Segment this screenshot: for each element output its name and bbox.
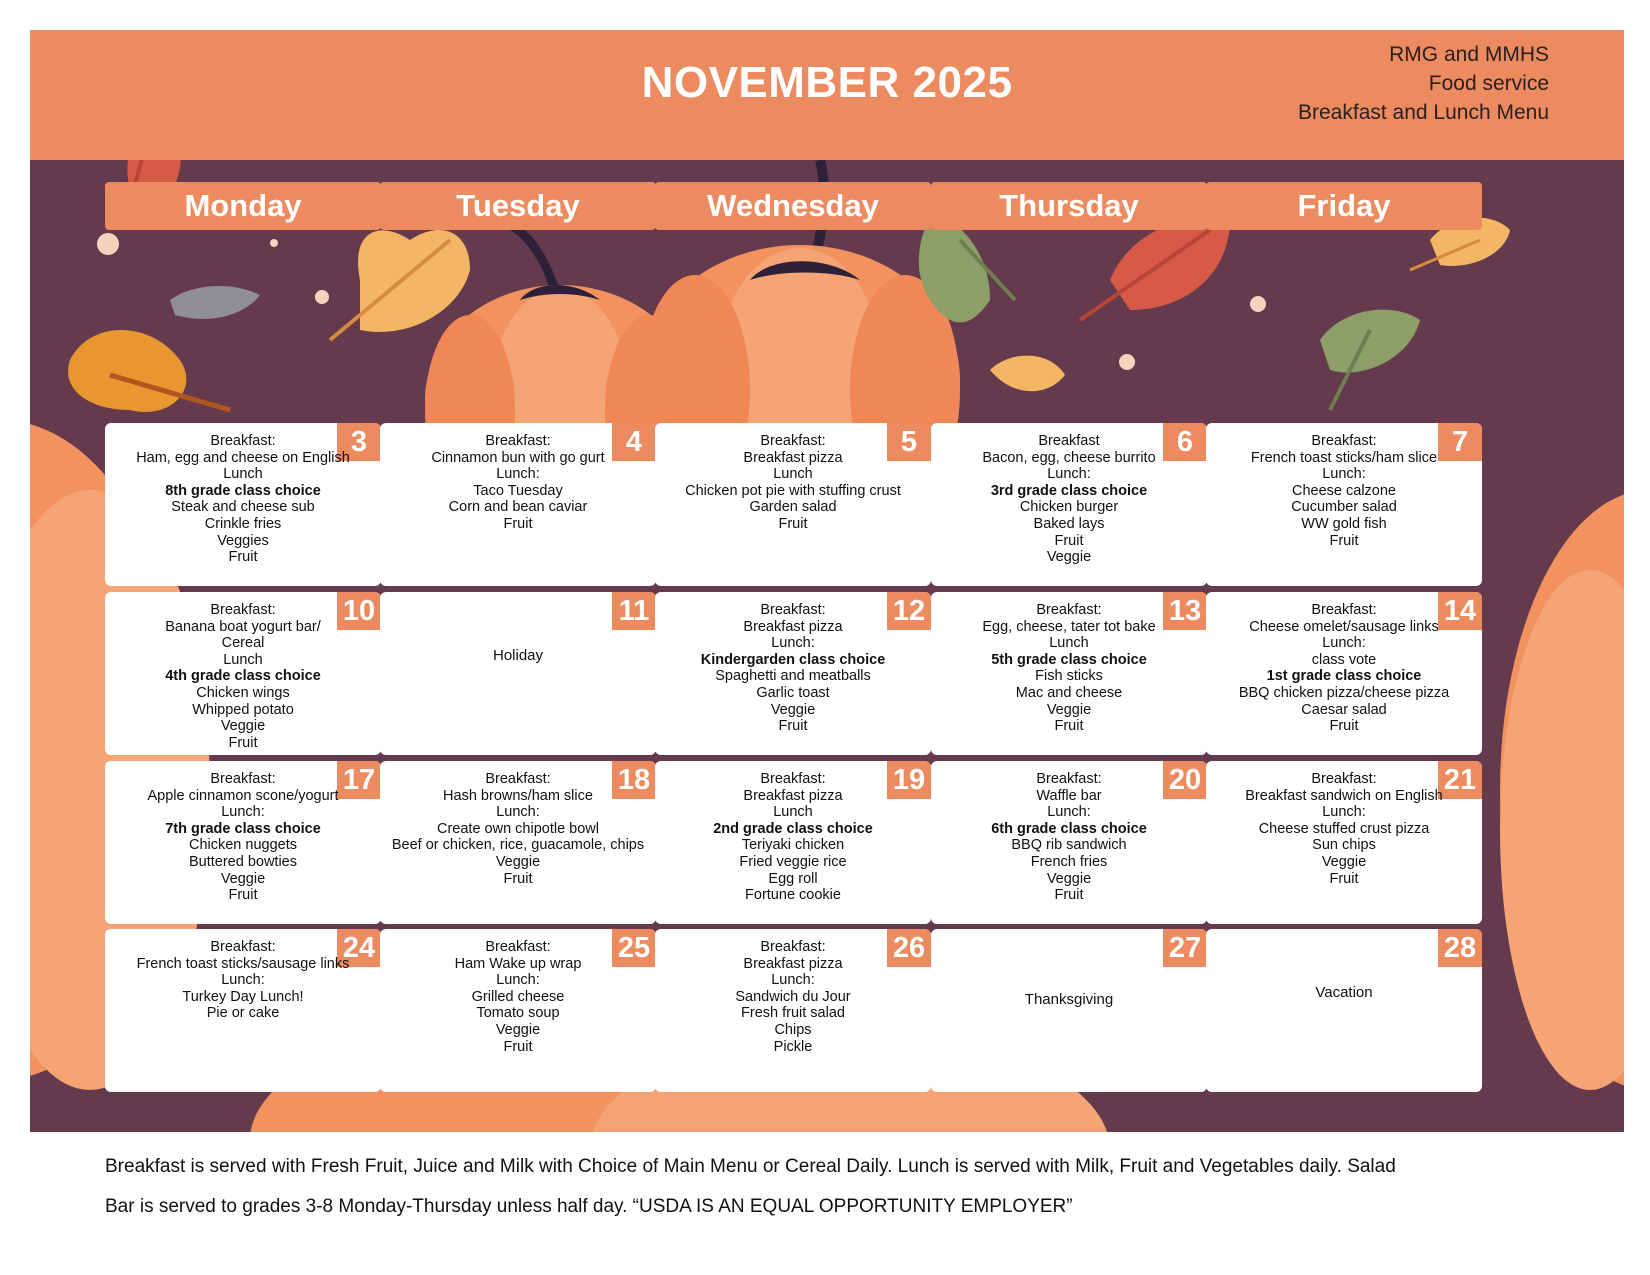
- menu-line: Breakfast pizza: [743, 449, 843, 466]
- day-cell: [380, 761, 656, 924]
- menu-line: Cheese omelet/sausage links: [1249, 618, 1439, 635]
- class-choice-label: 1st grade class choice: [1266, 668, 1422, 685]
- class-choice-label: 2nd grade class choice: [713, 820, 873, 837]
- menu-line: Breakfast:: [1311, 433, 1377, 449]
- org-line: Breakfast and Lunch Menu: [1298, 101, 1549, 124]
- side-pumpkin-right-icon: [1500, 490, 1624, 1090]
- menu-line: Fried veggie rice: [739, 853, 847, 870]
- menu-line: Fruit: [1329, 718, 1359, 735]
- menu-line: Buttered bowties: [188, 853, 297, 870]
- class-choice-label: 3rd grade class choice: [990, 482, 1148, 499]
- menu-line: Cereal: [221, 635, 265, 652]
- menu-poster: [30, 30, 1624, 1132]
- class-choice-label: 5th grade class choice: [991, 651, 1147, 668]
- menu-line: Breakfast pizza: [743, 787, 843, 804]
- menu-line: Lunch:: [496, 466, 540, 483]
- day-cell: [1206, 761, 1482, 924]
- menu-line: Fruit: [1054, 887, 1084, 904]
- menu-line: Breakfast:: [760, 433, 826, 449]
- menu-line: Veggies: [217, 532, 269, 549]
- weekday-header-wednesday: Wednesday: [655, 182, 931, 230]
- menu-line: Corn and bean caviar: [448, 499, 588, 516]
- menu-line: Sun chips: [1312, 837, 1376, 854]
- menu-line: Ham Wake up wrap: [454, 955, 582, 972]
- menu-line: Egg, cheese, tater tot bake: [982, 618, 1156, 635]
- menu-line: Hash browns/ham slice: [443, 787, 593, 804]
- menu-line: Spaghetti and meatballs: [715, 668, 871, 685]
- day-cell: [655, 929, 931, 1092]
- footer-line: Breakfast is served with Fresh Fruit, Juice and Milk with Choice of Main Menu or Cereal Daily. Lunch is served with Milk, Fruit and Vegetables daily. Salad: [105, 1156, 1396, 1177]
- day-cell: [931, 761, 1207, 924]
- day-number: 20: [1163, 761, 1207, 799]
- menu-line: Turkey Day Lunch!: [182, 988, 304, 1005]
- day-number: 26: [887, 929, 931, 967]
- menu-line: Garden salad: [749, 499, 837, 516]
- class-choice-label: 7th grade class choice: [165, 820, 321, 837]
- day-number: 18: [612, 761, 656, 799]
- menu-line: Fruit: [1329, 870, 1359, 887]
- menu-line: Fruit: [503, 870, 533, 887]
- day-cell: [655, 761, 931, 924]
- day-cell: [380, 929, 656, 1092]
- leaf-green-right-icon: [1320, 310, 1420, 410]
- day-number: 28: [1438, 929, 1482, 967]
- menu-line: Veggie: [495, 1021, 541, 1038]
- menu-line: Veggie: [770, 701, 816, 718]
- leaf-orange-icon: [68, 330, 230, 412]
- weekday-header-friday: Friday: [1206, 182, 1482, 230]
- menu-line: Lunch:: [1322, 635, 1366, 652]
- menu-line: Lunch:: [496, 972, 540, 989]
- menu-line: Fruit: [1054, 532, 1084, 549]
- menu-line: Chicken burger: [1019, 499, 1119, 516]
- class-choice-label: 6th grade class choice: [991, 820, 1147, 837]
- menu-line: Tomato soup: [476, 1005, 560, 1022]
- menu-line: Fresh fruit salad: [741, 1005, 845, 1022]
- menu-line: Bacon, egg, cheese burrito: [982, 449, 1156, 466]
- menu-line: Lunch:: [1047, 466, 1091, 483]
- menu-line: Veggie: [220, 870, 266, 887]
- menu-line: Breakfast:: [1311, 602, 1377, 618]
- menu-line: Cinnamon bun with go gurt: [431, 449, 605, 466]
- menu-items: [1208, 602, 1480, 735]
- org-line: RMG and MMHS: [1389, 43, 1549, 66]
- menu-line: French toast sticks/ham slice: [1250, 449, 1438, 466]
- menu-items: [1208, 433, 1480, 549]
- day-number: 3: [337, 423, 381, 461]
- day-cell: [105, 592, 381, 755]
- menu-line: Chicken wings: [196, 684, 290, 701]
- menu-line: Breakfast pizza: [743, 618, 843, 635]
- page-title: NOVEMBER 2025: [641, 58, 1013, 107]
- menu-line: Fruit: [503, 515, 533, 532]
- menu-line: Lunch: [223, 651, 263, 668]
- menu-items: [657, 602, 929, 735]
- menu-line: Crinkle fries: [204, 515, 282, 532]
- menu-line: Fruit: [228, 887, 258, 904]
- menu-line: Garlic toast: [756, 684, 830, 701]
- day-note: Vacation: [1315, 984, 1373, 1001]
- leaf-small-yellow-icon: [990, 356, 1065, 392]
- menu-line: Beef or chicken, rice, guacamole, chips: [391, 837, 645, 854]
- menu-line: BBQ chicken pizza/cheese pizza: [1238, 684, 1450, 701]
- menu-line: Fruit: [228, 549, 258, 566]
- menu-line: Lunch:: [771, 635, 815, 652]
- day-note: Holiday: [492, 647, 544, 664]
- menu-line: Breakfast:: [1036, 602, 1102, 618]
- header-band: [30, 30, 1624, 160]
- menu-line: Pie or cake: [206, 1005, 280, 1022]
- menu-line: Breakfast:: [1036, 771, 1102, 787]
- menu-line: Veggie: [1046, 701, 1092, 718]
- menu-line: Waffle bar: [1036, 787, 1102, 804]
- leaf-red-right-icon: [1080, 218, 1230, 321]
- leaf-yellow-icon: [330, 230, 470, 340]
- menu-line: Whipped potato: [192, 701, 294, 718]
- menu-items: [657, 771, 929, 904]
- menu-line: Breakfast:: [210, 433, 276, 449]
- day-number: 17: [337, 761, 381, 799]
- menu-line: Breakfast:: [760, 771, 826, 787]
- menu-line: BBQ rib sandwich: [1011, 837, 1127, 854]
- day-number: 24: [337, 929, 381, 967]
- menu-items: [1208, 771, 1480, 887]
- menu-line: Lunch: [773, 804, 813, 821]
- day-number: 21: [1438, 761, 1482, 799]
- menu-line: Mac and cheese: [1015, 684, 1123, 701]
- menu-items: [657, 939, 929, 1055]
- menu-line: Lunch:: [1322, 804, 1366, 821]
- day-number: 4: [612, 423, 656, 461]
- menu-line: Chicken pot pie with stuffing crust: [685, 482, 901, 499]
- menu-line: Lunch: [773, 466, 813, 483]
- menu-items: [107, 939, 379, 1022]
- menu-line: Breakfast:: [210, 939, 276, 955]
- organization-info: [1298, 40, 1549, 127]
- day-number: 11: [612, 592, 656, 630]
- menu-line: Lunch:: [221, 804, 265, 821]
- menu-line: Steak and cheese sub: [171, 499, 315, 516]
- org-line: Food service: [1428, 72, 1549, 95]
- day-number: 13: [1163, 592, 1207, 630]
- day-number: 12: [887, 592, 931, 630]
- day-cell: [655, 592, 931, 755]
- menu-items: [382, 771, 654, 887]
- menu-items: [107, 602, 379, 751]
- day-number: 27: [1163, 929, 1207, 967]
- menu-line: Fish sticks: [1035, 668, 1103, 685]
- weekday-header-monday: Monday: [105, 182, 381, 230]
- menu-line: Breakfast:: [760, 939, 826, 955]
- day-note: Thanksgiving: [1024, 991, 1114, 1008]
- menu-line: Taco Tuesday: [473, 482, 563, 499]
- menu-items: [107, 433, 379, 566]
- menu-line: Veggie: [220, 718, 266, 735]
- menu-line: Cucumber salad: [1291, 499, 1397, 516]
- menu-items: [382, 939, 654, 1055]
- footer-note: [105, 1147, 1565, 1227]
- menu-line: Teriyaki chicken: [741, 837, 845, 854]
- menu-line: Ham, egg and cheese on English: [136, 449, 350, 466]
- day-cell: [105, 761, 381, 924]
- menu-items: [657, 433, 929, 533]
- menu-line: Lunch:: [1047, 804, 1091, 821]
- menu-items: [107, 771, 379, 904]
- menu-line: Caesar salad: [1301, 701, 1387, 718]
- menu-line: Lunch: [1049, 635, 1089, 652]
- day-number: 25: [612, 929, 656, 967]
- menu-line: Cheese stuffed crust pizza: [1258, 820, 1430, 837]
- menu-line: Veggie: [495, 853, 541, 870]
- menu-line: Fruit: [1054, 718, 1084, 735]
- menu-line: WW gold fish: [1301, 515, 1387, 532]
- menu-line: Baked lays: [1033, 515, 1105, 532]
- menu-line: Lunch:: [496, 804, 540, 821]
- day-cell: [655, 423, 931, 586]
- menu-line: Veggie: [1046, 870, 1092, 887]
- day-cell: [1206, 929, 1482, 1092]
- menu-line: Lunch:: [221, 972, 265, 989]
- menu-line: Cheese calzone: [1292, 482, 1396, 499]
- menu-line: Apple cinnamon scone/yogurt: [147, 787, 339, 804]
- menu-line: Lunch:: [1322, 466, 1366, 483]
- menu-line: Sandwich du Jour: [735, 988, 851, 1005]
- menu-line: Fruit: [778, 718, 808, 735]
- day-cell: [931, 929, 1207, 1092]
- menu-line: Chicken nuggets: [188, 837, 297, 854]
- menu-line: Create own chipotle bowl: [436, 820, 599, 837]
- menu-line: Banana boat yogurt bar/: [165, 618, 321, 635]
- weekday-header-thursday: Thursday: [931, 182, 1207, 230]
- leaf-grey-icon: [170, 286, 260, 319]
- menu-line: Pickle: [773, 1038, 813, 1055]
- menu-line: Breakfast:: [210, 771, 276, 787]
- menu-line: Fruit: [778, 515, 808, 532]
- menu-items: [382, 433, 654, 533]
- menu-line: Breakfast sandwich on English: [1245, 787, 1443, 804]
- class-choice-label: 4th grade class choice: [165, 668, 321, 685]
- day-cell: [1206, 592, 1482, 755]
- day-cell: [105, 929, 381, 1092]
- menu-line: Lunch:: [771, 972, 815, 989]
- menu-line: French toast sticks/sausage links: [136, 955, 350, 972]
- day-number: 7: [1438, 423, 1482, 461]
- day-cell: [380, 592, 656, 755]
- menu-line: Breakfast:: [1311, 771, 1377, 787]
- menu-line: Breakfast: [1038, 433, 1100, 449]
- menu-line: Fruit: [228, 734, 258, 751]
- menu-line: class vote: [1311, 651, 1377, 668]
- day-number: 6: [1163, 423, 1207, 461]
- menu-line: Lunch: [223, 466, 263, 483]
- menu-line: Fruit: [503, 1038, 533, 1055]
- day-number: 10: [337, 592, 381, 630]
- menu-items: [933, 602, 1205, 735]
- day-cell: [1206, 423, 1482, 586]
- menu-items: [933, 433, 1205, 566]
- menu-line: Fortune cookie: [745, 887, 841, 904]
- menu-line: Breakfast:: [485, 939, 551, 955]
- menu-line: Fruit: [1329, 532, 1359, 549]
- menu-items: [933, 771, 1205, 904]
- menu-line: French fries: [1030, 853, 1108, 870]
- menu-line: Chips: [774, 1021, 812, 1038]
- class-choice-label: Kindergarden class choice: [700, 651, 886, 668]
- menu-line: Veggie: [1321, 853, 1367, 870]
- menu-line: Breakfast:: [210, 602, 276, 618]
- day-number: 14: [1438, 592, 1482, 630]
- weekday-header-tuesday: Tuesday: [380, 182, 656, 230]
- day-cell: [380, 423, 656, 586]
- menu-line: Breakfast:: [485, 433, 551, 449]
- menu-line: Breakfast pizza: [743, 955, 843, 972]
- footer-line: Bar is served to grades 3-8 Monday-Thursday unless half day. “USDA IS AN EQUAL OPPORTUNITY EMPLOYER”: [105, 1196, 1073, 1217]
- menu-line: Egg roll: [768, 870, 818, 887]
- menu-line: Breakfast:: [760, 602, 826, 618]
- menu-line: Veggie: [1046, 549, 1092, 566]
- day-cell: [931, 592, 1207, 755]
- day-number: 19: [887, 761, 931, 799]
- menu-line: Breakfast:: [485, 771, 551, 787]
- day-cell: [931, 423, 1207, 586]
- day-cell: [105, 423, 381, 586]
- day-number: 5: [887, 423, 931, 461]
- menu-line: Grilled cheese: [471, 988, 565, 1005]
- class-choice-label: 8th grade class choice: [165, 482, 321, 499]
